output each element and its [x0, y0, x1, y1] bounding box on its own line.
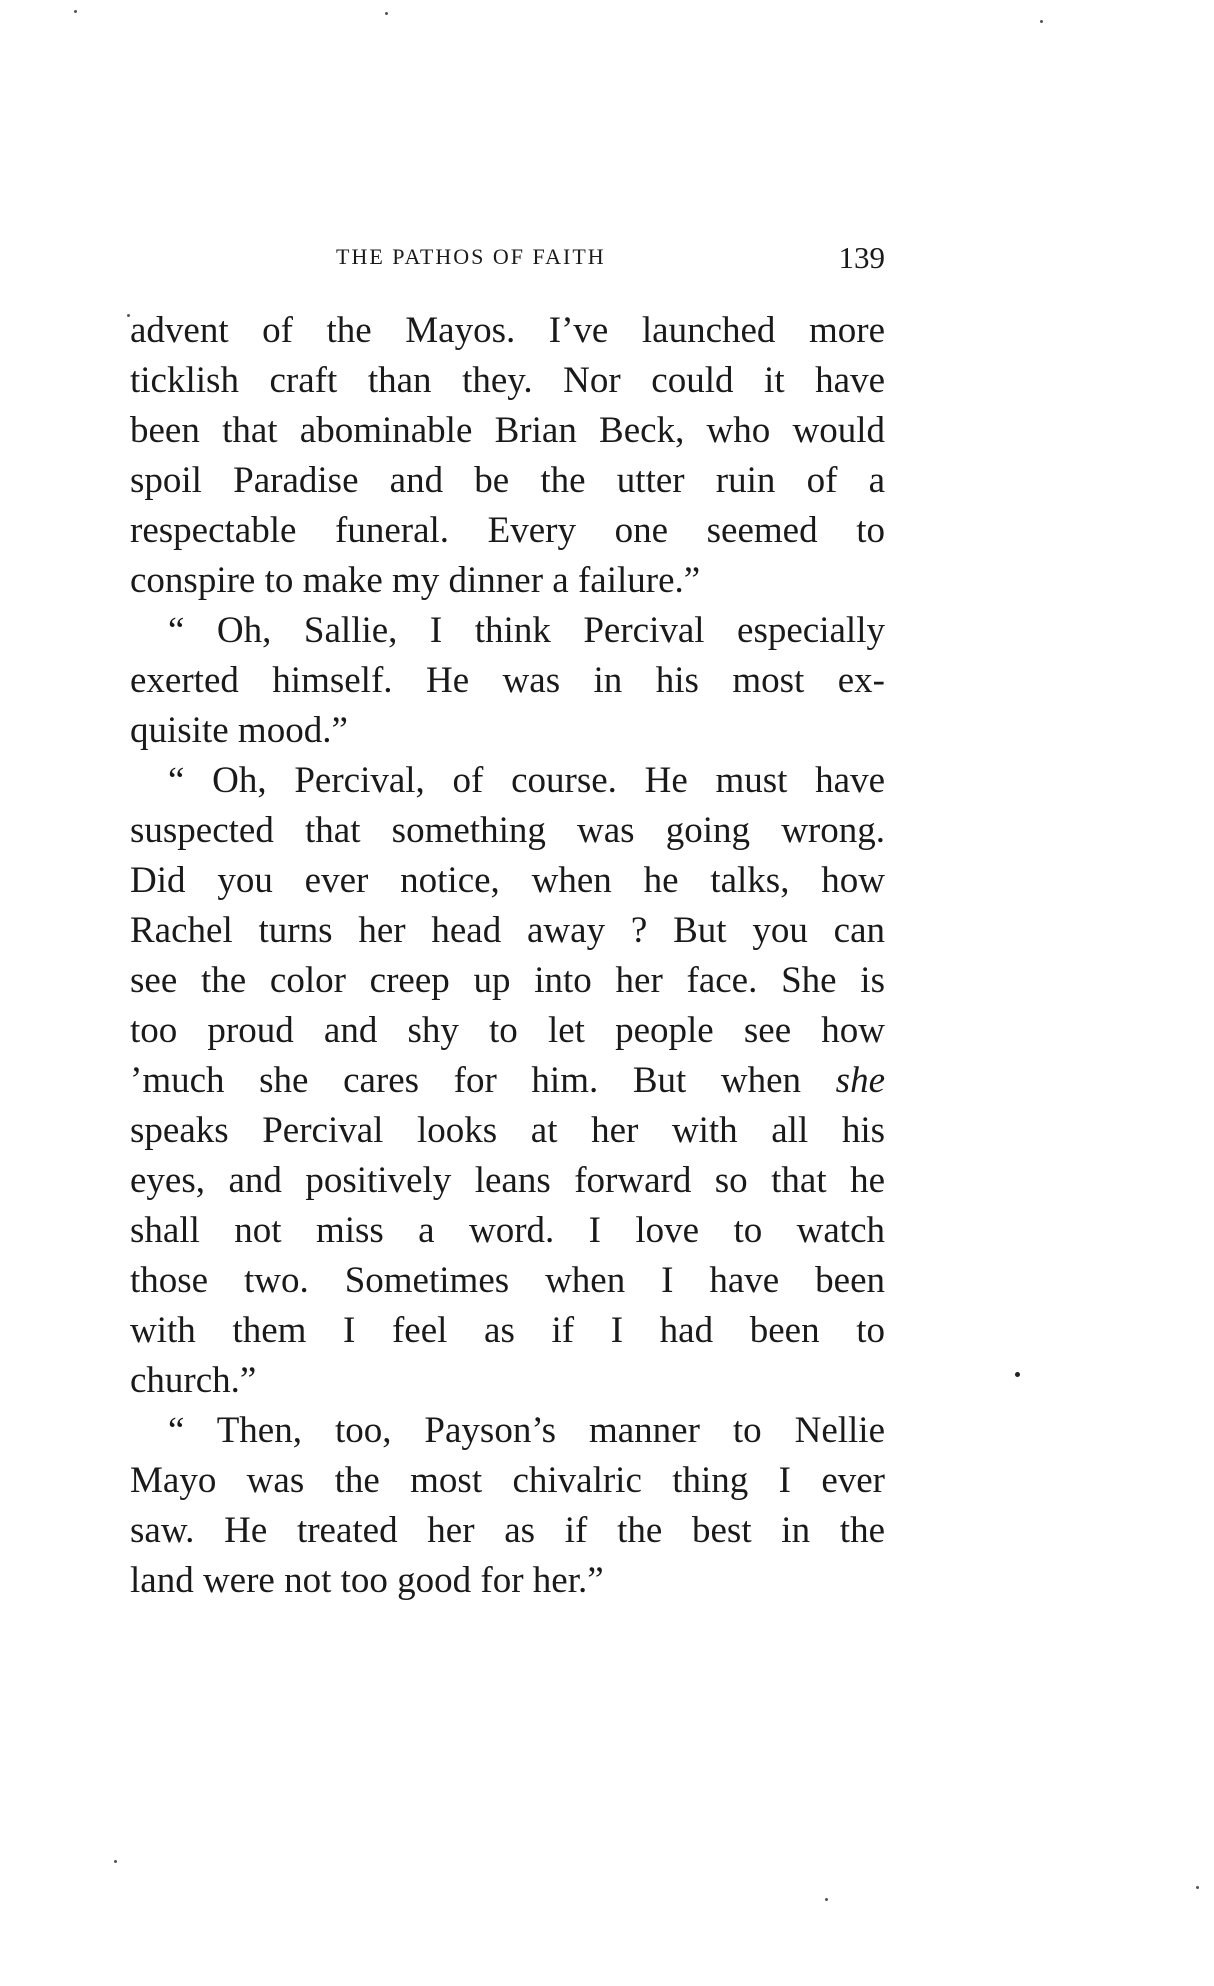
- text-line: spoil Paradise and be the utter ruin of a: [130, 460, 885, 501]
- page-number: 139: [838, 240, 885, 275]
- scan-speck: [825, 1898, 828, 1901]
- italic-word: she: [835, 1060, 885, 1101]
- scan-speck: [114, 1860, 117, 1863]
- text-line: Did you ever notice, when he talks, how: [130, 860, 885, 901]
- text-line: speaks Percival looks at her with all his: [130, 1110, 885, 1151]
- text-line: “ Then, too, Payson’s manner to Nellie: [168, 1410, 885, 1451]
- scan-speck: [1040, 20, 1043, 23]
- text-line: Mayo was the most chivalric thing I ever: [130, 1460, 885, 1501]
- scan-speck: [1015, 1372, 1020, 1377]
- scan-speck: [127, 314, 130, 317]
- text-line: church.”: [130, 1360, 257, 1401]
- text-line: eyes, and positively leans forward so that he: [130, 1160, 885, 1201]
- text-line: Rachel turns her head away ? But you can: [130, 910, 885, 951]
- text-line: [130, 1056, 885, 1106]
- scan-speck: [385, 12, 388, 15]
- running-header: [130, 240, 885, 280]
- body-text: [130, 306, 885, 1606]
- text-line: been that abominable Brian Beck, who would: [130, 410, 885, 451]
- text-line: advent of the Mayos. I’ve launched more: [130, 310, 885, 351]
- text-line: shall not miss a word. I love to watch: [130, 1210, 885, 1251]
- text-line: exerted himself. He was in his most ex-: [130, 660, 885, 701]
- text-line: saw. He treated her as if the best in the: [130, 1510, 885, 1551]
- text-line: too proud and shy to let people see how: [130, 1010, 885, 1051]
- scan-speck: [74, 10, 77, 13]
- text-line-roman: ’much she cares for him. But when: [130, 1060, 836, 1101]
- text-line: suspected that something was going wrong.: [130, 810, 885, 851]
- scan-speck: [1196, 1886, 1199, 1889]
- text-line: those two. Sometimes when I have been: [130, 1260, 885, 1301]
- text-line: ticklish craft than they. Nor could it have: [130, 360, 885, 401]
- text-line: quisite mood.”: [130, 710, 348, 751]
- running-title: THE PATHOS OF FAITH: [336, 244, 606, 269]
- text-line: respectable funeral. Every one seemed to: [130, 510, 885, 551]
- text-line: with them I feel as if I had been to: [130, 1310, 885, 1351]
- text-line: “ Oh, Percival, of course. He must have: [168, 760, 885, 801]
- text-line: see the color creep up into her face. She is: [130, 960, 885, 1001]
- text-line: conspire to make my dinner a failure.”: [130, 560, 701, 601]
- text-line: “ Oh, Sallie, I think Percival especially: [168, 610, 885, 651]
- text-line: land were not too good for her.”: [130, 1560, 604, 1601]
